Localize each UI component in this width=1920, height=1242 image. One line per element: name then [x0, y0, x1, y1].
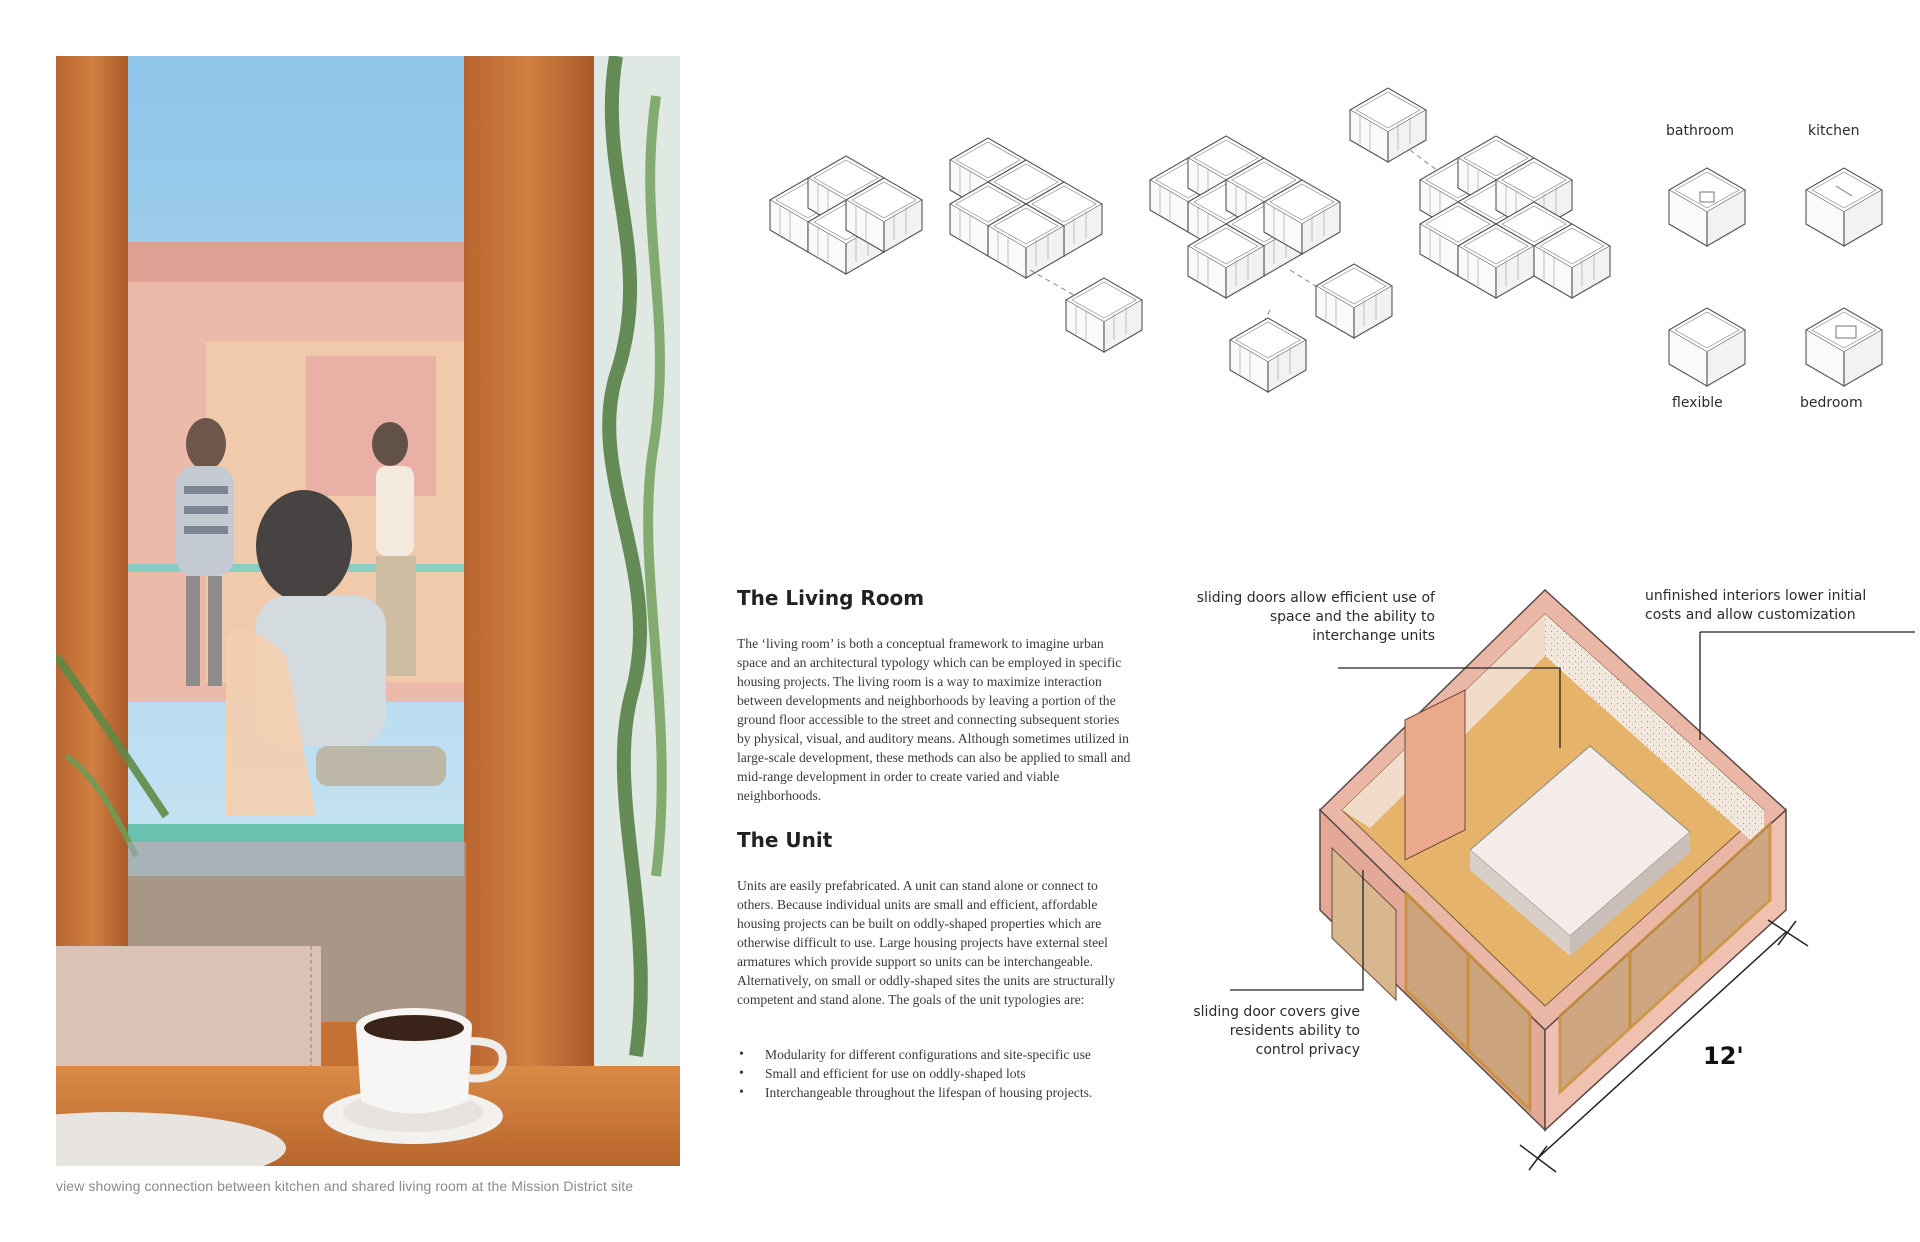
living-room-paragraph: The ‘living room’ is both a conceptual framework to imagine urban space and an architectural typology which can be employed in specific housing projects. The living room is a way to maximize interaction between developments and neighborhoods by leaving a portion of the ground floor accessible to the street and connecting subsequent stories by physical, visual, and auditory means. Although sometimes utilized in large-scale development, these methods can also be applied to small and mid-range development in order to create varied and viable neighborhoods. [737, 636, 1131, 803]
unit-goals-list [737, 1045, 1157, 1102]
unit-type-bathroom-label: bathroom [1666, 123, 1735, 139]
annotation-sliding-door-covers: sliding door covers give residents ability to control privacy [1193, 1004, 1360, 1058]
annotation-unfinished-interiors: unfinished interiors lower initial costs and allow customization [1645, 588, 1867, 623]
kitchen-unit-icon [1806, 168, 1882, 246]
config-seven-units [1150, 136, 1392, 392]
config-four-units [770, 156, 922, 274]
flexible-unit-icon [1669, 308, 1745, 386]
dimension-label: 12' [1703, 1042, 1744, 1070]
bathroom-unit-icon [1669, 168, 1745, 246]
living-room-render [56, 56, 680, 1166]
list-item: • Modularity for different configurations and site-specific use [737, 1045, 1157, 1064]
unit-type-bedroom-label: bedroom [1800, 395, 1863, 411]
config-five-units [950, 138, 1142, 352]
living-room-heading: The Living Room [737, 586, 925, 610]
unit-paragraph: Units are easily prefabricated. A unit can stand alone or connect to others. Because individual units are small and efficient, affordable housing projects can be built on oddly-shaped properties which are otherwise difficult to use. Large housing projects have external steel armatures which provide support so units can be interchangeable. Alternatively, on small or oddly-shaped sites the units are structurally competent and stand alone. The goals of the unit typologies are: [737, 878, 1116, 1007]
bedroom-unit-icon [1806, 308, 1882, 386]
render-illustration [56, 56, 680, 1166]
list-item: • Interchangeable throughout the lifespan of housing projects. [737, 1083, 1157, 1102]
annotation-sliding-doors: sliding doors allow efficient use of space and the ability to interchange units [1196, 590, 1435, 644]
unit-heading: The Unit [737, 828, 833, 852]
list-item: • Small and efficient for use on oddly-shaped lots [737, 1064, 1157, 1083]
unit-type-kitchen-label: kitchen [1808, 123, 1860, 139]
render-caption: view showing connection between kitchen and shared living room at the Mission District site [56, 1178, 634, 1194]
unit-type-flexible-label: flexible [1672, 395, 1723, 411]
config-eight-units [1350, 88, 1610, 298]
unit-configurations-diagram [730, 70, 1630, 450]
unit-types-legend [1640, 140, 1910, 400]
unit-axonometric-drawing [1220, 570, 1920, 1190]
